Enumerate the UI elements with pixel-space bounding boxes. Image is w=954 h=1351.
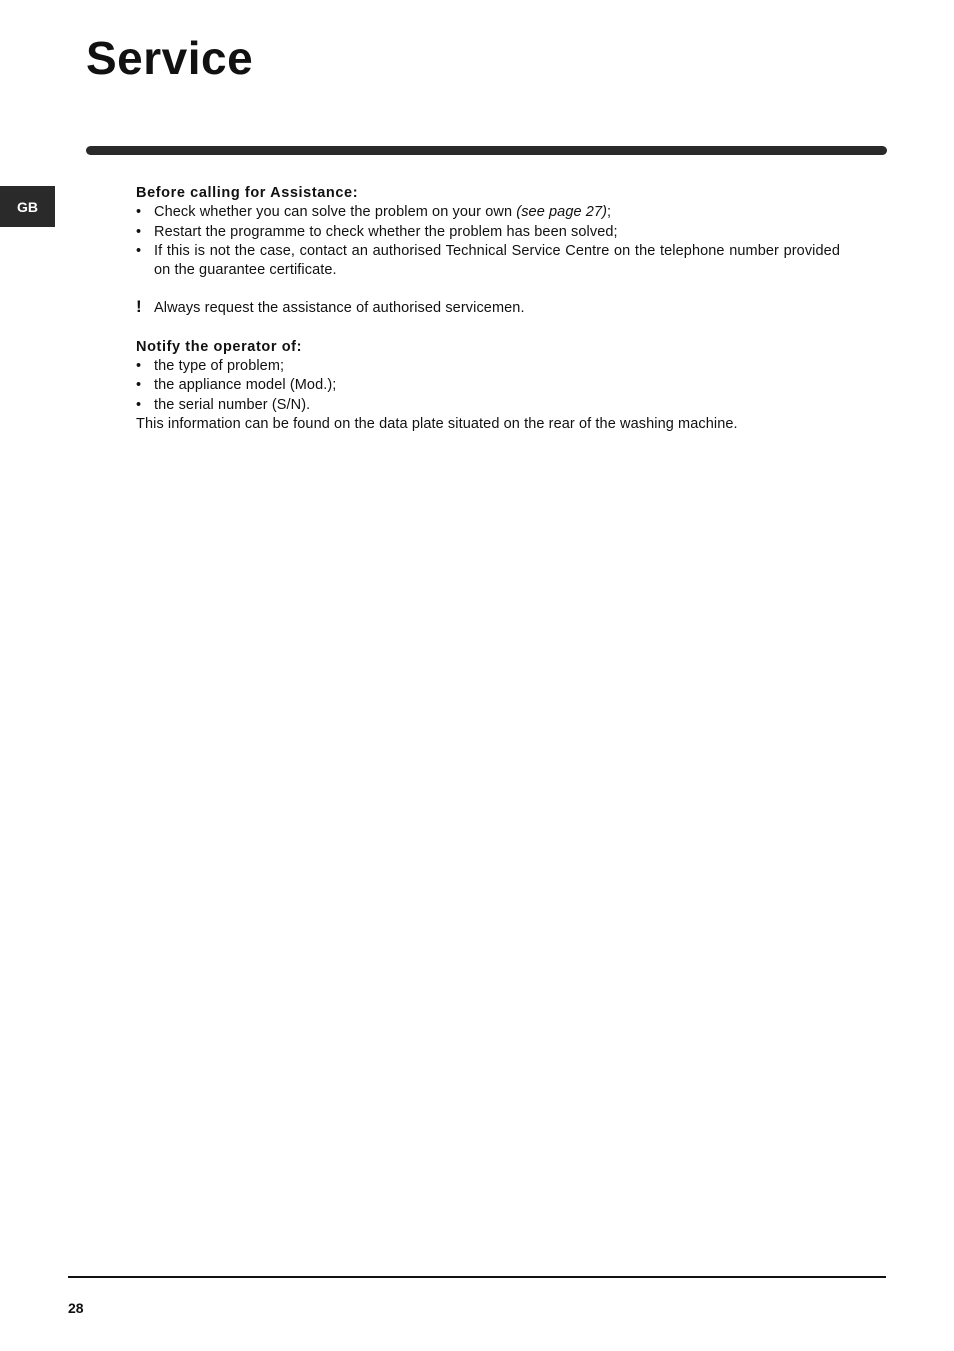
list-item-text: the type of problem; <box>154 358 285 375</box>
footer-divider <box>68 1276 886 1278</box>
before-calling-heading: Before calling for Assistance: <box>136 185 359 201</box>
page-reference-link[interactable]: (see page 27) <box>516 204 608 221</box>
list-item <box>136 223 840 242</box>
before-calling-list <box>136 203 840 280</box>
page-number: 28 <box>68 1300 84 1316</box>
list-item <box>136 242 840 281</box>
list-item-text: If this is not the case, contact an authorised Technical Service Centre on the telephone number provided on the guarantee certificate. <box>154 242 840 279</box>
language-tab: GB <box>0 186 55 227</box>
list-item-text: the serial number (S/N). <box>154 396 311 413</box>
bullet: • <box>136 358 142 375</box>
list-item <box>136 357 840 376</box>
bullet: • <box>136 242 142 259</box>
bullet: • <box>136 204 142 221</box>
page-title: Service <box>86 32 254 84</box>
service-content <box>136 184 840 434</box>
bullet: • <box>136 377 142 394</box>
notify-heading: Notify the operator of: <box>136 338 303 355</box>
list-item <box>136 376 840 395</box>
list-item-text: Restart the programme to check whether the problem has been solved; <box>154 223 618 240</box>
list-item-text: Check whether you can solve the problem on your own <box>154 204 517 221</box>
bullet: • <box>136 396 142 413</box>
list-item <box>136 203 840 222</box>
warning-note-text: Always request the assistance of authorised servicemen. <box>154 300 525 317</box>
bullet: • <box>136 223 142 240</box>
title-divider <box>86 146 887 155</box>
notify-list <box>136 357 840 415</box>
data-plate-info: This information can be found on the data plate situated on the rear of the washing machine. <box>136 415 738 432</box>
list-item <box>136 396 840 415</box>
exclamation-icon: ! <box>136 297 142 317</box>
list-item-suffix: ; <box>607 204 612 221</box>
list-item-text: the appliance model (Mod.); <box>154 377 337 394</box>
warning-note <box>136 299 840 318</box>
